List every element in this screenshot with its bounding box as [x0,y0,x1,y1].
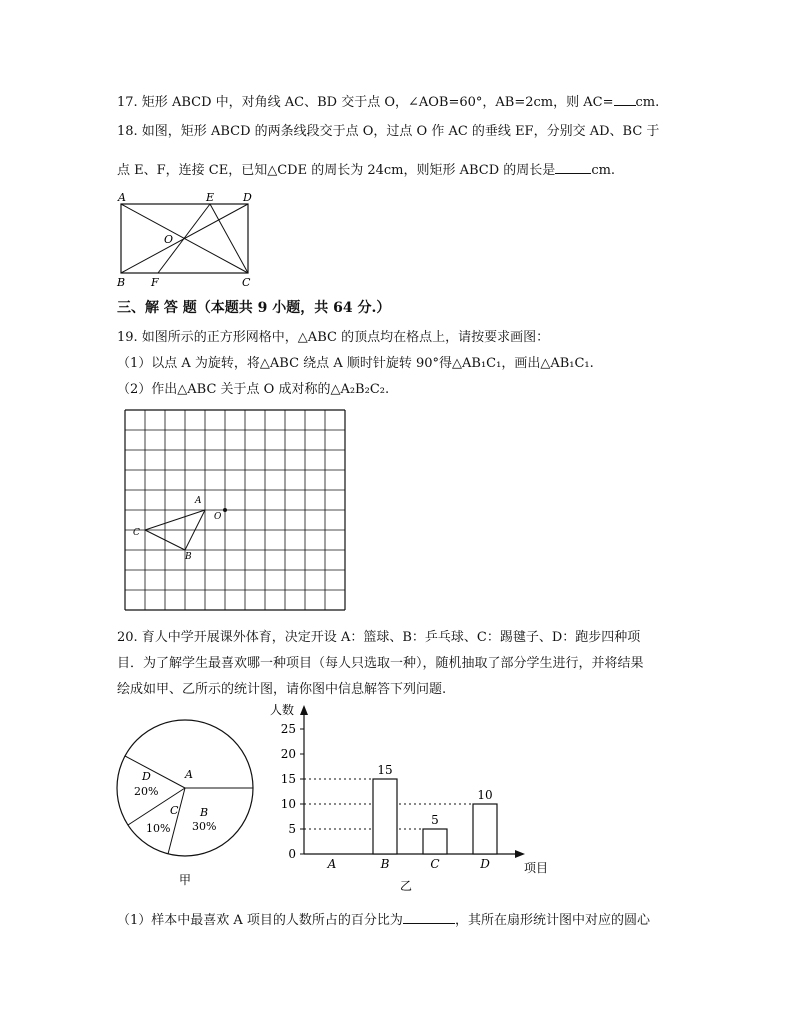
grid-label-a: A [195,496,202,506]
label-f: F [151,276,159,289]
bar-value-label-c: 5 [431,813,439,827]
grid-label-c: C [133,528,140,538]
pie-label-b: B [200,806,209,819]
pie-label-c: C [170,804,179,817]
bar-value-label-d: 10 [477,788,493,802]
grid-label-b: B [185,552,192,562]
label-e: E [206,191,215,204]
q17-answer-blank [614,92,636,106]
bar-d [473,804,497,854]
q19-line3: （2）作出△ABC 关于点 O 成对称的△A₂B₂C₂. [117,382,390,397]
grid-label-o: O [214,512,222,522]
y-tick-label: 15 [280,772,296,786]
q20-line1: 20. 育人中学开展课外体育，决定开设 A：篮球、B：乒乓球、C：踢毽子、D：跑步四种项 [117,630,641,645]
category-labels [327,857,491,871]
q19-square-grid [121,409,351,614]
bar-chart [268,698,558,898]
q20-line3: 绘成如甲、乙所示的统计图，请你图中信息解答下列问题. [117,682,447,697]
q18-answer-blank [555,160,591,174]
category-label-b: B [380,857,390,871]
grid-lines [125,410,345,610]
y-axis-arrow [300,705,308,715]
q17-text: 17. 矩形 ABCD 中，对角线 AC、BD 交于点 O，∠AOB=60°，AB=2cm，则 AC= cm. [117,92,659,112]
pie-label-d: D [142,770,151,783]
bars [373,763,497,854]
q19-line1: 19. 如图所示的正方形网格中，△ABC 的顶点均在格点上，请按要求画图： [117,330,550,345]
bar-chart-title: 乙 [400,879,413,893]
x-axis-arrow [515,850,525,858]
y-tick-label: 5 [288,822,296,836]
label-c: C [242,276,251,289]
section-title: 三、解 答 题（本题共 9 小题，共 64 分.） [117,300,391,316]
label-o: O [164,233,174,246]
y-tick-label: 10 [280,797,296,811]
point-o [223,508,227,512]
x-axis-title: 项目 [524,861,549,875]
category-label-c: C [430,857,440,871]
q20-sub1-blank [403,910,455,924]
category-label-a: A [327,857,337,871]
q18-line1: 18. 如图，矩形 ABCD 的两条线段交于点 O，过点 O 作 AC 的垂线 EF，分别交 AD、BC 于 [117,124,660,139]
y-tick-label: 25 [280,722,296,736]
pie-value-c: 10% [146,822,171,835]
y-tick-label: 0 [288,847,296,861]
bar-b [373,779,397,854]
bar-c [423,829,447,854]
label-a: A [118,191,126,204]
q19-line2: （1）以点 A 为旋转，将△ABC 绕点 A 顺时针旋转 90°得△AB₁C₁，画出△AB₁C₁. [117,356,594,371]
category-label-d: D [480,857,490,871]
q18-rectangle-figure [112,188,262,290]
pie-divider-ad [125,756,185,788]
y-tick-label: 20 [280,747,296,761]
q18-line2: 点 E、F，连接 CE，已知△CDE 的周长为 24cm，则矩形 ABCD 的周长是 cm. [117,160,615,180]
label-d: D [243,191,252,204]
bar-value-label-b: 15 [377,763,393,777]
q20-sub1: （1）样本中最喜欢 A 项目的人数所占的百分比为 ，其所在扇形统计图中对应的圆心 [117,910,650,930]
pie-chart-title: 甲 [179,873,192,887]
pie-chart [112,718,262,888]
label-b: B [117,276,126,289]
y-ticks [281,722,304,861]
pie-value-d: 20% [134,785,159,798]
y-axis-title: 人数 [270,703,295,717]
pie-label-a: A [185,768,193,781]
q20-line2: 目．为了解学生最喜欢哪一种项目（每人只选取一种），随机抽取了部分学生进行，并将结果 [117,656,644,671]
pie-value-b: 30% [192,820,217,833]
